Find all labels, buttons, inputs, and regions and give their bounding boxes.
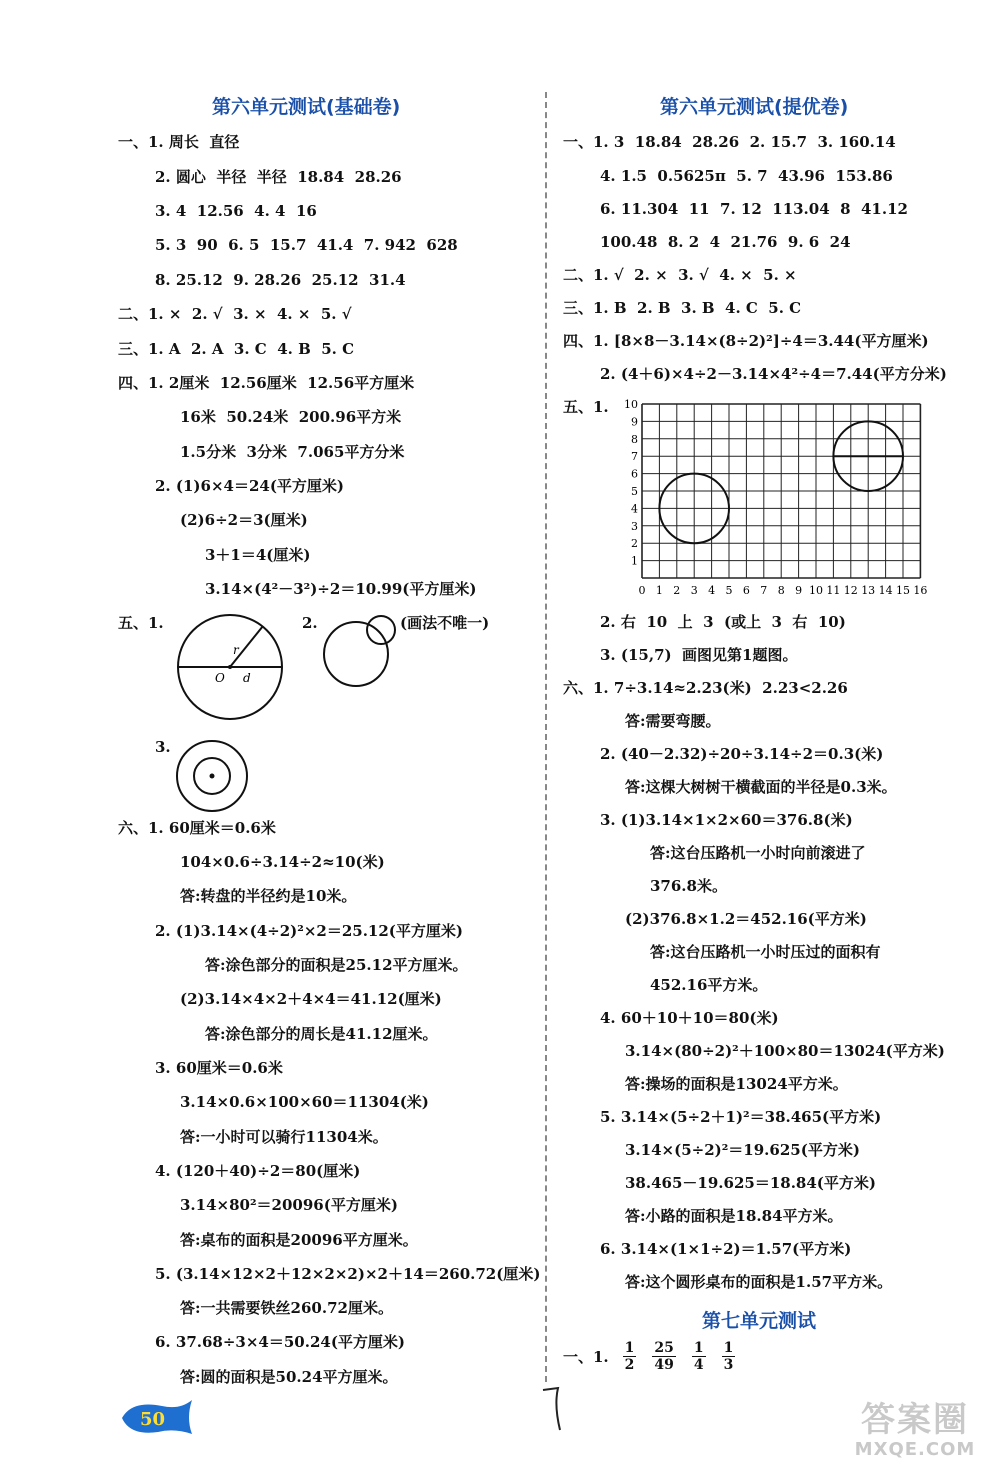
left-answer-line: 2.: [302, 614, 318, 632]
grid-y-tick-label: 1: [631, 554, 638, 568]
fraction-denominator: 49: [654, 1357, 674, 1373]
right-answer-line: 100.48 8. 2 4 21.76 9. 6 24: [600, 233, 851, 251]
left-answer-line: 三、1. A 2. A 3. C 4. B 5. C: [118, 340, 355, 358]
grid-y-tick-label: 9: [631, 415, 638, 429]
fraction: [722, 1340, 736, 1373]
grid-x-tick-label: 5: [725, 584, 733, 597]
column-divider: [545, 92, 547, 1382]
left-answer-line: 六、1. 60厘米＝0.6米: [118, 819, 276, 837]
pen-mark: [540, 1385, 570, 1435]
right-answer-line: 答:这台压路机一小时压过的面积有: [650, 943, 881, 961]
fraction-numerator: 1: [624, 1340, 635, 1356]
right-answer-line: 四、1. [8×8－3.14×(8÷2)²]÷4＝3.44(平方厘米): [563, 332, 929, 350]
right-answer-line: 452.16平方米。: [650, 976, 768, 994]
left-answer-line: 答:涂色部分的周长是41.12厘米。: [205, 1025, 438, 1043]
right-title: 第六单元测试(提优卷): [660, 96, 849, 118]
grid-x-tick-label: 2: [673, 584, 681, 597]
right-answer-line: 2. (4＋6)×4÷2－3.14×4²÷4＝7.44(平方分米): [600, 365, 947, 383]
right-answer-line: 答:这台压路机一小时向前滚进了: [650, 844, 866, 862]
fraction-denominator: 2: [624, 1357, 635, 1373]
grid-x-tick-label: 8: [777, 584, 785, 597]
right-answer-line: 6. 11.304 11 7. 12 113.04 8 41.12: [600, 200, 908, 218]
fraction: [623, 1340, 637, 1373]
fraction-denominator: 4: [693, 1357, 704, 1373]
grid-x-tick-label: 13: [861, 584, 876, 597]
left-answer-line: 3.14×(4²－3²)÷2＝10.99(平方厘米): [205, 580, 477, 598]
grid-y-tick-label: 2: [631, 537, 638, 551]
left-answer-line: (2)3.14×4×2＋4×4＝41.12(厘米): [180, 990, 442, 1008]
right-answer-line: 一、1. 3 18.84 28.26 2. 15.7 3. 160.14: [563, 133, 896, 151]
grid-y-tick-label: 3: [631, 519, 638, 533]
left-answer-line: 16米 50.24米 200.96平方米: [180, 408, 402, 426]
right-answer-line: 3.14×(80÷2)²＋100×80＝13024(平方米): [625, 1042, 945, 1060]
grid-x-tick-label: 6: [742, 584, 750, 597]
right-answer-line: 答:这个圆形桌布的面积是1.57平方米。: [625, 1273, 893, 1291]
left-answer-line: 3. 60厘米＝0.6米: [155, 1059, 283, 1077]
left-title: 第六单元测试(基础卷): [212, 96, 401, 118]
right-answer-line: 4. 1.5 0.5625π 5. 7 43.96 153.86: [600, 167, 893, 185]
right-answer-line: 答:小路的面积是18.84平方米。: [625, 1207, 843, 1225]
left-answer-line: 8. 25.12 9. 28.26 25.12 31.4: [155, 271, 406, 289]
right-answer-line: 五、1.: [563, 398, 609, 416]
left-answer-line: 3.: [155, 738, 171, 756]
grid-x-tick-label: 3: [690, 584, 698, 597]
left-answer-line: 二、1. × 2. √ 3. × 4. × 5. √: [118, 305, 352, 323]
grid-y-tick-label: 8: [631, 432, 638, 446]
watermark-logo-text: 答案圈: [861, 1400, 969, 1440]
section-title-unit7: 第七单元测试: [702, 1310, 817, 1332]
left-answer-line: 104×0.6÷3.14÷2≈10(米): [180, 853, 385, 871]
right-answer-line: (2)376.8×1.2＝452.16(平方米): [625, 910, 867, 928]
grid-y-tick-label: 7: [631, 450, 638, 464]
grid-y-tick-label: 5: [631, 485, 638, 498]
left-answer-line: 答:转盘的半径约是10米。: [180, 887, 357, 905]
left-answer-line: 5. 3 90 6. 5 15.7 41.4 7. 942 628: [155, 236, 458, 254]
left-answer-line: 2. (1)3.14×(4÷2)²×2＝25.12(平方厘米): [155, 922, 463, 940]
left-answer-line: 3.14×80²＝20096(平方厘米): [180, 1196, 398, 1214]
fraction-numerator: 1: [693, 1340, 704, 1356]
grid-y-tick-label: 6: [631, 467, 638, 481]
left-answer-line: 5. (3.14×12×2＋12×2×2)×2＋14＝260.72(厘米): [155, 1265, 541, 1283]
grid-x-tick-label: 0: [638, 584, 646, 597]
concentric-circles-figure: [174, 738, 250, 814]
right-answer-line: 三、1. B 2. B 3. B 4. C 5. C: [563, 299, 802, 317]
left-answer-line: 四、1. 2厘米 12.56厘米 12.56平方厘米: [118, 374, 415, 392]
left-answer-line: 3.14×0.6×100×60＝11304(米): [180, 1093, 429, 1111]
left-answer-line: 1.5分米 3分米 7.065平方分米: [180, 443, 405, 461]
right-answer-line: 2. 右 10 上 3 (或上 3 右 10): [600, 613, 846, 631]
left-answer-line: 答:涂色部分的面积是25.12平方厘米。: [205, 956, 468, 974]
coordinate-grid: [620, 394, 940, 604]
circle-figure-2: [320, 612, 405, 692]
right-answer-line: 答:操场的面积是13024平方米。: [625, 1075, 848, 1093]
left-answer-line: 3＋1＝4(厘米): [205, 546, 311, 564]
circle-figure-1: [175, 612, 285, 722]
grid-x-tick-label: 16: [913, 584, 928, 597]
grid-x-tick-label: 14: [878, 584, 893, 597]
right-answer-line: 答:这棵大树树干横截面的半径是0.3米。: [625, 778, 897, 796]
left-answer-line: 五、1.: [118, 614, 164, 632]
page-number-badge: [118, 1398, 198, 1438]
fraction: [692, 1340, 706, 1373]
right-answer-line: 6. 3.14×(1×1÷2)＝1.57(平方米): [600, 1240, 852, 1258]
right-answer-line: 二、1. √ 2. × 3. √ 4. × 5. ×: [563, 266, 797, 284]
right-answer-line: 2. (40－2.32)÷20÷3.14÷2＝0.3(米): [600, 745, 884, 763]
radius-label: r: [233, 643, 239, 657]
right-answer-line: 376.8米。: [650, 877, 727, 895]
grid-x-tick-label: 9: [795, 584, 803, 597]
page-number: 50: [140, 1409, 166, 1430]
right-answer-line: 38.465－19.625＝18.84(平方米): [625, 1174, 876, 1192]
watermark: [840, 1400, 990, 1470]
fractions: [615, 1340, 744, 1373]
left-answer-line: 答:桌布的面积是20096平方厘米。: [180, 1231, 418, 1249]
right-answer-line: 答:需要弯腰。: [625, 712, 721, 730]
fraction-numerator: 1: [723, 1340, 734, 1356]
right-answer-line: 4. 60＋10＋10＝80(米): [600, 1009, 779, 1027]
left-answer-line: 一、1. 周长 直径: [118, 133, 240, 151]
right-answer-line: 3. (1)3.14×1×2×60＝376.8(米): [600, 811, 853, 829]
grid-x-tick-label: 4: [708, 584, 716, 597]
left-answer-line: 6. 37.68÷3×4＝50.24(平方厘米): [155, 1333, 406, 1351]
right-answer-line: 六、1. 7÷3.14≈2.23(米) 2.23<2.26: [563, 679, 848, 697]
grid-x-tick-label: 11: [826, 584, 841, 597]
left-answer-line: 2. 圆心 半径 半径 18.84 28.26: [155, 168, 402, 186]
grid-x-tick-label: 10: [809, 584, 823, 597]
fraction-numerator: 25: [654, 1340, 674, 1356]
left-answer-line: 答:一小时可以骑行11304米。: [180, 1128, 388, 1146]
fractions-line: [563, 1340, 743, 1373]
left-answer-line: 4. (120＋40)÷2＝80(厘米): [155, 1162, 361, 1180]
grid-y-tick-label: 10: [624, 398, 638, 411]
grid-y-tick-label: 4: [631, 502, 638, 516]
left-answer-line: (2)6÷2＝3(厘米): [180, 511, 308, 529]
fraction-denominator: 3: [723, 1357, 734, 1373]
fraction: [652, 1340, 675, 1373]
diameter-label: d: [243, 671, 251, 685]
grid-x-tick-label: 1: [655, 584, 663, 597]
grid-x-tick-label: 12: [843, 584, 858, 597]
fraction-prefix: 一、1.: [563, 1347, 609, 1366]
right-answer-line: 5. 3.14×(5÷2＋1)²＝38.465(平方米): [600, 1108, 882, 1126]
left-answer-line: (画法不唯一): [400, 614, 490, 632]
grid-x-tick-label: 15: [896, 584, 910, 597]
left-answer-line: 2. (1)6×4＝24(平方厘米): [155, 477, 345, 495]
center-label: O: [215, 671, 225, 685]
left-answer-line: 答:一共需要铁丝260.72厘米。: [180, 1299, 393, 1317]
right-answer-line: 3. (15,7) 画图见第1题图。: [600, 646, 798, 664]
watermark-url: MXQE.COM: [854, 1439, 976, 1460]
grid-x-tick-label: 7: [760, 584, 768, 597]
right-answer-line: 3.14×(5÷2)²＝19.625(平方米): [625, 1141, 860, 1159]
left-answer-line: 答:圆的面积是50.24平方厘米。: [180, 1368, 398, 1386]
left-answer-line: 3. 4 12.56 4. 4 16: [155, 202, 317, 220]
